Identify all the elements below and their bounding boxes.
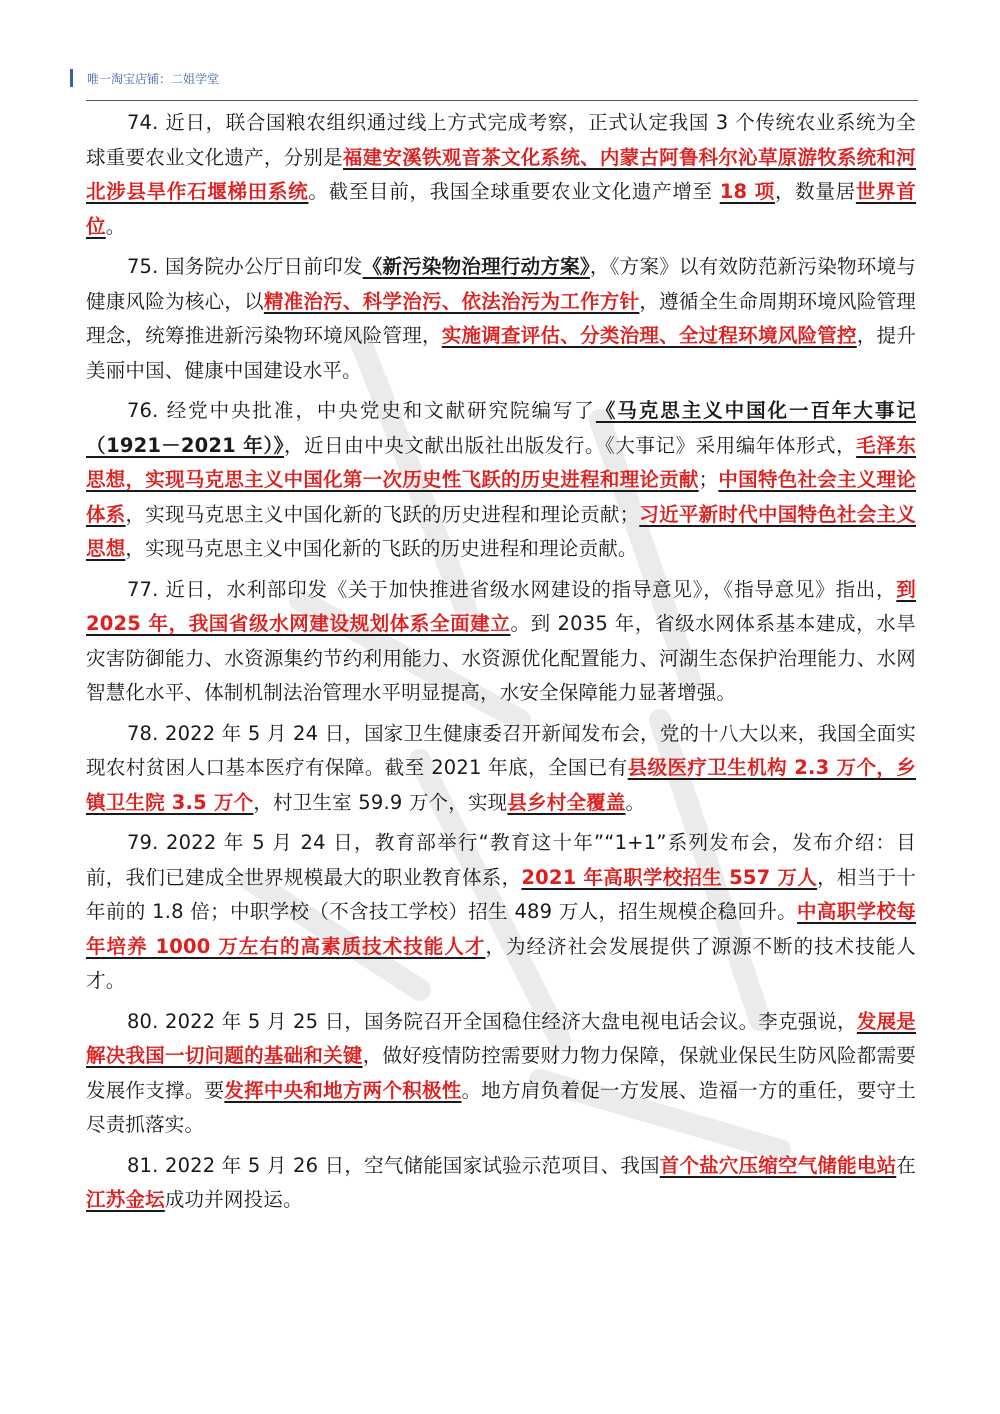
- highlight-text: 福建安溪铁观音茶文化系统、内蒙古阿鲁科尔沁草原游牧系统和河北涉县旱作石堰梯田系统: [86, 145, 916, 203]
- body-text: 。: [105, 214, 126, 238]
- body-text: 在: [896, 1153, 916, 1177]
- body-text: 。截至目前，我国全球重要农业文化遗产增至: [308, 180, 720, 203]
- body-text: ，《方案》以有效防范新污染物环境与健康风险为核心，以: [86, 255, 916, 313]
- body-text: 78. 2022 年 5 月 24 日，国家卫生健康委召开新闻发布会，党的十八大以来，我国全面实现农村贫困人口基本医疗有保障。截至 2021 年底，全国已有: [86, 721, 916, 779]
- highlight-text: 中高职学校每年培养 1000 万左右的高素质技术技能人才: [86, 900, 916, 958]
- highlight-text: 江苏金坛: [86, 1188, 165, 1211]
- highlight-text: 世界首位: [86, 180, 916, 238]
- body-text: 75. 国务院办公厅日前印发: [126, 255, 363, 278]
- body-text: 77. 近日，水利部印发《关于加快推进省级水网建设的指导意见》，《指导意见》指出，: [126, 577, 897, 601]
- highlight-text: 习近平新时代中国特色社会主义思想: [86, 502, 916, 560]
- document-title: 《马克思主义中国化一百年大事记（1921－2021 年）》: [86, 399, 916, 457]
- header-accent-bar: [70, 69, 73, 87]
- highlight-text: 实施调查评估、分类治理、全过程环境风险管控: [441, 324, 857, 347]
- body-text: 。地方肩负着促一方发展、造福一方的重任，要守土尽责抓落实。: [86, 1078, 916, 1136]
- highlight-text: 县乡村全覆盖: [507, 790, 626, 814]
- body-text: ，实现马克思主义中国化新的飞跃的历史进程和理论贡献。: [125, 537, 638, 560]
- highlight-text: 发展是解决我国一切问题的基础和关键: [86, 1009, 916, 1067]
- body-text: 。: [625, 790, 646, 814]
- highlight-text: 到 2025 年，我国省级水网建设规划体系全面建立: [86, 577, 916, 635]
- body-text: 76. 经党中央批准，中央党史和文献研究院编写了: [126, 399, 596, 422]
- highlight-text: 2021 年高职学校招生 557 万人: [521, 865, 818, 889]
- highlight-text: 毛泽东思想，实现马克思主义中国化第一次历史性飞跃的历史进程和理论贡献: [86, 433, 916, 491]
- news-item-1: [86, 106, 916, 244]
- body-text: ，近日由中央文献出版社出版发行。《大事记》采用编年体形式，: [283, 433, 857, 457]
- body-text: ，做好疫情防控需要财力物力保障，保就业保民生防风险都需要发展作支撑。要: [86, 1044, 916, 1102]
- highlight-text: 县级医疗卫生机构 2.3 万个，乡镇卫生院 3.5 万个: [86, 756, 916, 814]
- news-item-6: [86, 826, 916, 999]
- body-text: 81. 2022 年 5 月 26 日，空气储能国家试验示范项目、我国: [126, 1153, 660, 1177]
- body-text: 。到 2035 年，省级水网体系基本建成，水旱灾害防御能力、水资源集约节约利用能力、水资源优化配置能力、河湖生态保护治理能力、水网智慧化水平、体制机制法治管理水平明显提高，水安全保障能力显著增强。: [86, 612, 916, 704]
- body-text: 80. 2022 年 5 月 25 日，国务院召开全国稳住经济大盘电视电话会议。李克强说，: [126, 1009, 857, 1033]
- highlight-text: 中国特色社会主义理论体系: [86, 468, 916, 526]
- news-item-3: [86, 394, 916, 567]
- body-text: ，提升美丽中国、健康中国建设水平。: [86, 324, 916, 382]
- news-item-5: [86, 717, 916, 821]
- shop-label: 唯一淘宝店铺：二姐学堂: [87, 71, 220, 86]
- header-rule: [86, 100, 918, 101]
- body-text: ；: [698, 468, 719, 491]
- body-text: 74. 近日，联合国粮农组织通过线上方式完成考察，正式认定我国 3 个传统农业系统为全球重要农业文化遗产，分别是: [86, 111, 916, 169]
- article-body: [86, 106, 916, 1224]
- highlight-text: 发挥中央和地方两个积极性: [224, 1078, 462, 1102]
- news-item-7: [86, 1005, 916, 1143]
- news-item-4: [86, 573, 916, 711]
- body-text: ，为经济社会发展提供了源源不断的技术技能人才。: [86, 934, 916, 992]
- body-text: 成功并网投运。: [164, 1188, 303, 1211]
- body-text: ，遵循全生命周期环境风险管理理念，统筹推进新污染物环境风险管理，: [86, 289, 916, 347]
- highlight-text: 首个盐穴压缩空气储能电站: [659, 1153, 897, 1177]
- highlight-text: 精准治污、科学治污、依法治污为工作方针: [263, 289, 640, 313]
- body-text: 79. 2022 年 5 月 24 日，教育部举行“教育这十年”“1+1”系列发布会，发布介绍：目前，我们已建成全世界规模最大的职业教育体系，: [86, 831, 916, 889]
- body-text: ，相当于十年前的 1.8 倍；中职学校（不含技工学校）招生 489 万人，招生规模企稳回升。: [86, 865, 916, 923]
- page-header: [70, 68, 219, 88]
- body-text: ，实现马克思主义中国化新的飞跃的历史进程和理论贡献；: [125, 502, 640, 526]
- news-item-2: [86, 250, 916, 388]
- document-title: 《新污染物治理行动方案》: [362, 255, 590, 278]
- news-item-8: [86, 1149, 916, 1218]
- highlight-text: 18 项: [719, 180, 775, 203]
- body-text: ，数量居: [774, 180, 856, 203]
- body-text: ，村卫生室 59.9 万个，实现: [253, 790, 508, 814]
